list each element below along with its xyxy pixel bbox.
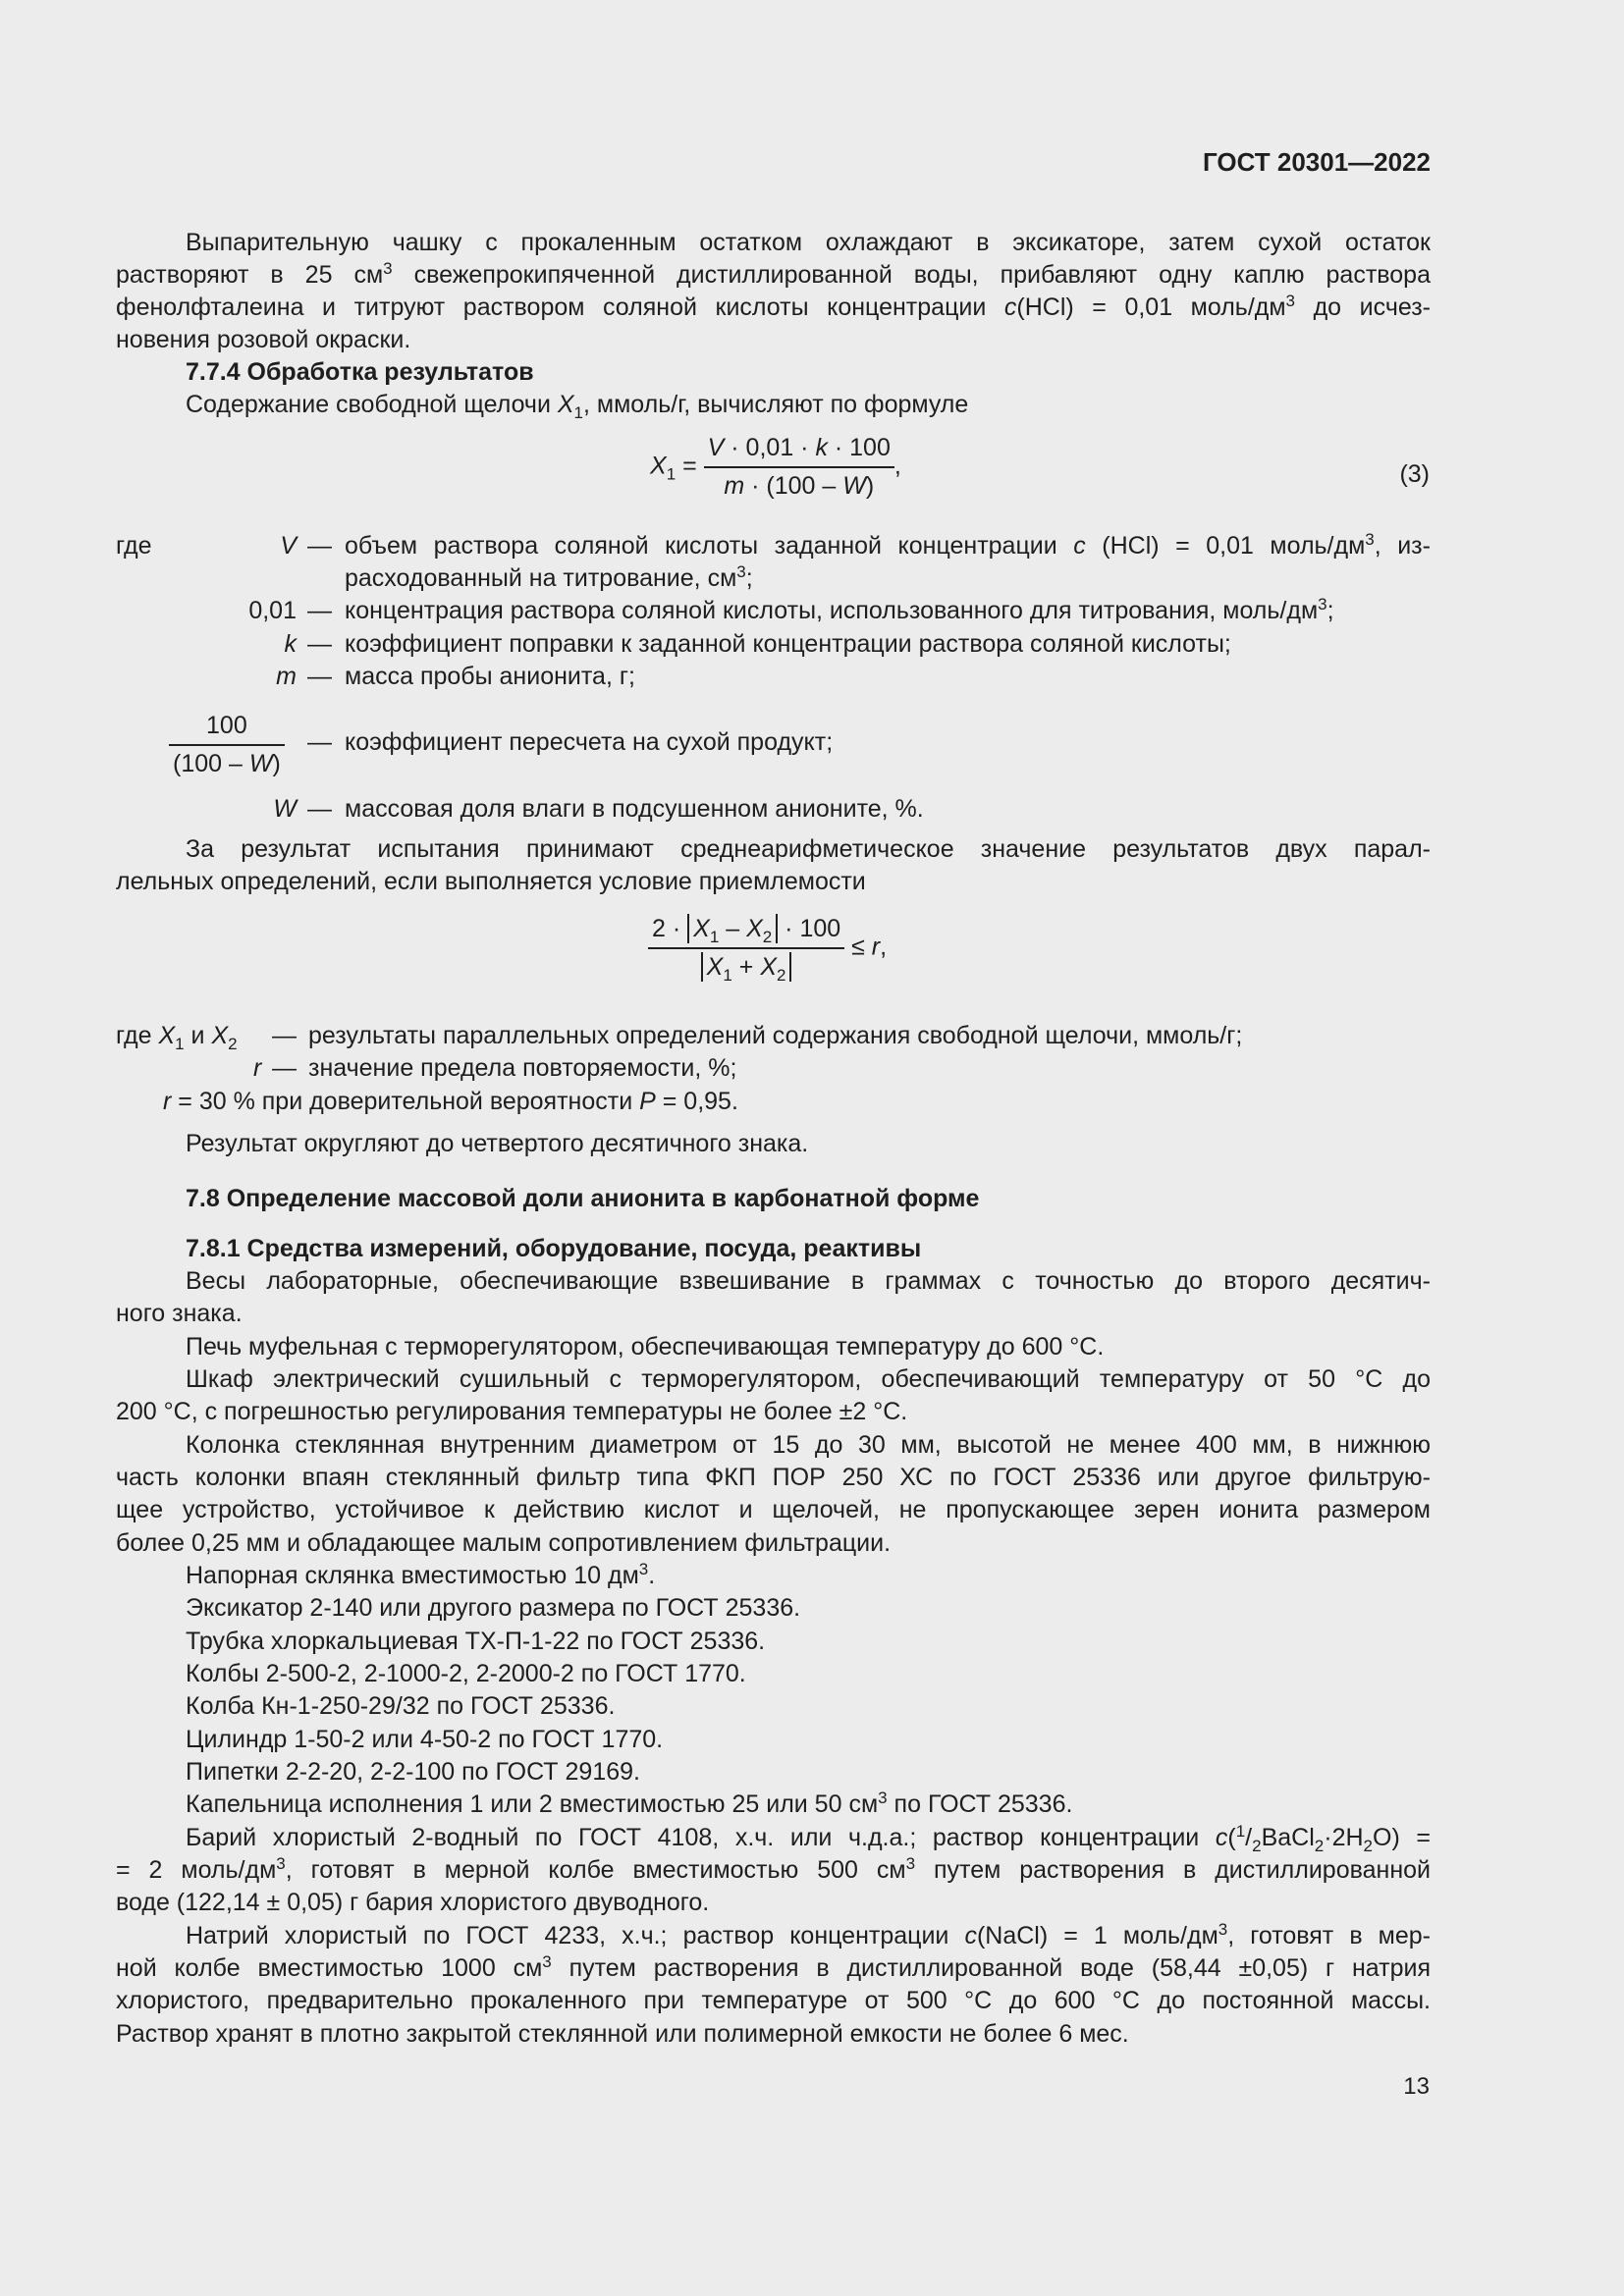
paragraph-line: ного знака. bbox=[116, 1300, 243, 1327]
paragraph-line: За результат испытания принимают среднеарифметическое значение результатов двух парал- bbox=[186, 835, 1431, 863]
where2-line: где $X_1$ и $X_2$ bbox=[116, 1022, 238, 1053]
paragraph-line: Трубка хлоркальциевая ТХ-П-1-22 по ГОСТ 25336. bbox=[186, 1628, 766, 1655]
paragraph-line: Колонка стеклянная внутренним диаметром от 15 до 30 мм, высотой не менее 400 мм, в нижнюю bbox=[186, 1431, 1431, 1459]
paragraph-line: 200 °С, с погрешностью регулирования температуры не более ±2 °С. bbox=[116, 1398, 908, 1425]
section-heading-7-8: 7.8 Определение массовой доли анионита в карбонатной форме bbox=[186, 1185, 980, 1212]
where-description: коэффициент пересчета на сухой продукт; bbox=[345, 728, 834, 756]
formula-acceptability: $\frac{2 \cdot X_1 - X_2 \cdot 100}{X_1 + X_2}$ ≤ r, bbox=[648, 913, 887, 984]
where-description: массовая доля влаги в подсушенном анионите, %. bbox=[345, 795, 924, 823]
where2-dash: — bbox=[272, 1022, 297, 1049]
paragraph-line: Печь муфельная с терморегулятором, обеспечивающая температуру до 600 °С. bbox=[186, 1333, 1105, 1361]
where-dash: — bbox=[307, 532, 332, 560]
paragraph-line: часть колонки впаян стеклянный фильтр типа ФКП ПОР 250 ХС по ГОСТ 25336 или другое фильтрую- bbox=[116, 1464, 1431, 1491]
where-label: где bbox=[116, 532, 152, 560]
where-description: концентрация раствора соляной кислоты, использованного для титрования, моль/$дм^3$; bbox=[345, 595, 1334, 624]
paragraph-line: Весы лабораторные, обеспечивающие взвешивание в граммах с точностью до второго десятич- bbox=[186, 1267, 1431, 1295]
paragraph-line: Напорная склянка вместимостью 10 $дм^3$. bbox=[186, 1560, 656, 1589]
paragraph-line: = 2 моль/$дм^3$, готовят в мерной колбе вместимостью 500 $см^3$ путем растворения в дистиллированной bbox=[116, 1854, 1431, 1884]
where-dash: — bbox=[307, 630, 332, 658]
where-symbol: V bbox=[280, 532, 297, 560]
paragraph-line: лельных определений, если выполняется условие приемлемости bbox=[116, 868, 866, 895]
paragraph-line: более 0,25 мм и обладающее малым сопротивлением фильтрации. bbox=[116, 1529, 892, 1557]
where-fraction: $\frac{100}{(100 - W)}$ bbox=[169, 710, 285, 780]
where-description: объем раствора соляной кислоты заданной концентрации c (HCl) = 0,01 моль/$дм^3$, из- bbox=[345, 530, 1431, 560]
document-header: ГОСТ 20301—2022 bbox=[1203, 147, 1431, 177]
paragraph-line: Колбы 2-500-2, 2-1000-2, 2-2000-2 по ГОСТ 1770. bbox=[186, 1660, 746, 1687]
paragraph-line: r = 30 % при доверительной вероятности P = 0,95. bbox=[163, 1088, 738, 1115]
where-symbol: k bbox=[284, 630, 297, 658]
section-heading-7-7-4: 7.7.4 Обработка результатов bbox=[186, 358, 534, 386]
paragraph-line: растворяют в 25 $см^3$ свежепрокипяченной дистиллированной воды, прибавляют одну каплю раствора bbox=[116, 259, 1431, 289]
formula-3-number: (3) bbox=[1399, 460, 1430, 488]
formula-3: $X_1$ = $\frac{V \cdot 0,01 \cdot k \cdot 100}{m \cdot (100 - W)}$ , bbox=[650, 432, 901, 503]
where-symbol: m bbox=[276, 663, 297, 690]
paragraph-line: ной колбе вместимостью 1000 $см^3$ путем растворения в дистиллированной воде (58,44 ±0,05) г натрия bbox=[116, 1952, 1432, 1982]
paragraph-line: фенолфталеина и титруют раствором соляной кислоты концентрации c(HCl) = 0,01 моль/$дм^3$ до исчез- bbox=[116, 292, 1431, 321]
where-dash: — bbox=[307, 663, 332, 690]
paragraph-line: Раствор хранят в плотно закрытой стеклянной или полимерной емкости не более 6 мес. bbox=[116, 2020, 1129, 2048]
paragraph-line: хлористого, предварительно прокаленного при температуре от 500 °С до 600 °С до постоянной массы. bbox=[116, 1987, 1431, 2014]
paragraph-line: Барий хлористый 2-водный по ГОСТ 4108, х.ч. или ч.д.а.; раствор концентрации $c(^1/_2BaCl_2\cdot 2H_2O)$ = bbox=[186, 1822, 1431, 1855]
paragraph-line: Содержание свободной щелочи $X_1$, ммоль/г, вычисляют по формуле bbox=[186, 391, 969, 422]
where-description: расходованный на титрование, $см^3$; bbox=[345, 562, 753, 592]
where-symbol: W bbox=[273, 795, 297, 823]
paragraph-line: Натрий хлористый по ГОСТ 4233, х.ч.; раствор концентрации c(NaCl) = 1 моль/$дм^3$, готовят в мер- bbox=[186, 1920, 1431, 1949]
where2-dash: — bbox=[272, 1054, 297, 1082]
paragraph-line: Результат округляют до четвертого десятичного знака. bbox=[186, 1130, 809, 1157]
where-description: коэффициент поправки к заданной концентрации раствора соляной кислоты; bbox=[345, 630, 1231, 658]
where-dash: — bbox=[307, 728, 332, 756]
paragraph-line: Капельница исполнения 1 или 2 вместимостью 25 или 50 $см^3$ по ГОСТ 25336. bbox=[186, 1789, 1073, 1818]
paragraph-line: Цилиндр 1-50-2 или 4-50-2 по ГОСТ 1770. bbox=[186, 1726, 664, 1753]
paragraph-line: новения розовой окраски. bbox=[116, 326, 411, 353]
paragraph-line: Колба Кн-1-250-29/32 по ГОСТ 25336. bbox=[186, 1692, 616, 1720]
section-heading-7-8-1: 7.8.1 Средства измерений, оборудование, посуда, реактивы bbox=[186, 1235, 922, 1262]
paragraph-line: воде (122,14 ± 0,05) г бария хлористого двуводного. bbox=[116, 1889, 710, 1916]
paragraph-line: Эксикатор 2-140 или другого размера по ГОСТ 25336. bbox=[186, 1594, 801, 1622]
where-description: масса пробы анионита, г; bbox=[345, 663, 635, 690]
paragraph-line: Выпарительную чашку с прокаленным остатком охлаждают в эксикаторе, затем сухой остаток bbox=[186, 229, 1431, 256]
where2-symbol: r bbox=[253, 1054, 262, 1082]
where2-description: значение предела повторяемости, %; bbox=[308, 1054, 737, 1082]
where-dash: — bbox=[307, 597, 332, 624]
formula-3-fraction: $\frac{V \cdot 0,01 \cdot k \cdot 100}{m \cdot (100 - W)}$ bbox=[704, 432, 894, 503]
paragraph-line: щее устройство, устойчивое к действию кислот и щелочей, не пропускающее зерен ионита размером bbox=[116, 1496, 1431, 1523]
where-symbol: 0,01 bbox=[248, 597, 297, 624]
where-dash: — bbox=[307, 795, 332, 823]
paragraph-line: Шкаф электрический сушильный с терморегулятором, обеспечивающий температуру от 50 °С до bbox=[186, 1365, 1431, 1393]
paragraph-line: Пипетки 2-2-20, 2-2-100 по ГОСТ 29169. bbox=[186, 1758, 640, 1786]
where2-description: результаты параллельных определений содержания свободной щелочи, ммоль/г; bbox=[308, 1022, 1243, 1049]
page-number: 13 bbox=[1403, 2073, 1430, 2100]
